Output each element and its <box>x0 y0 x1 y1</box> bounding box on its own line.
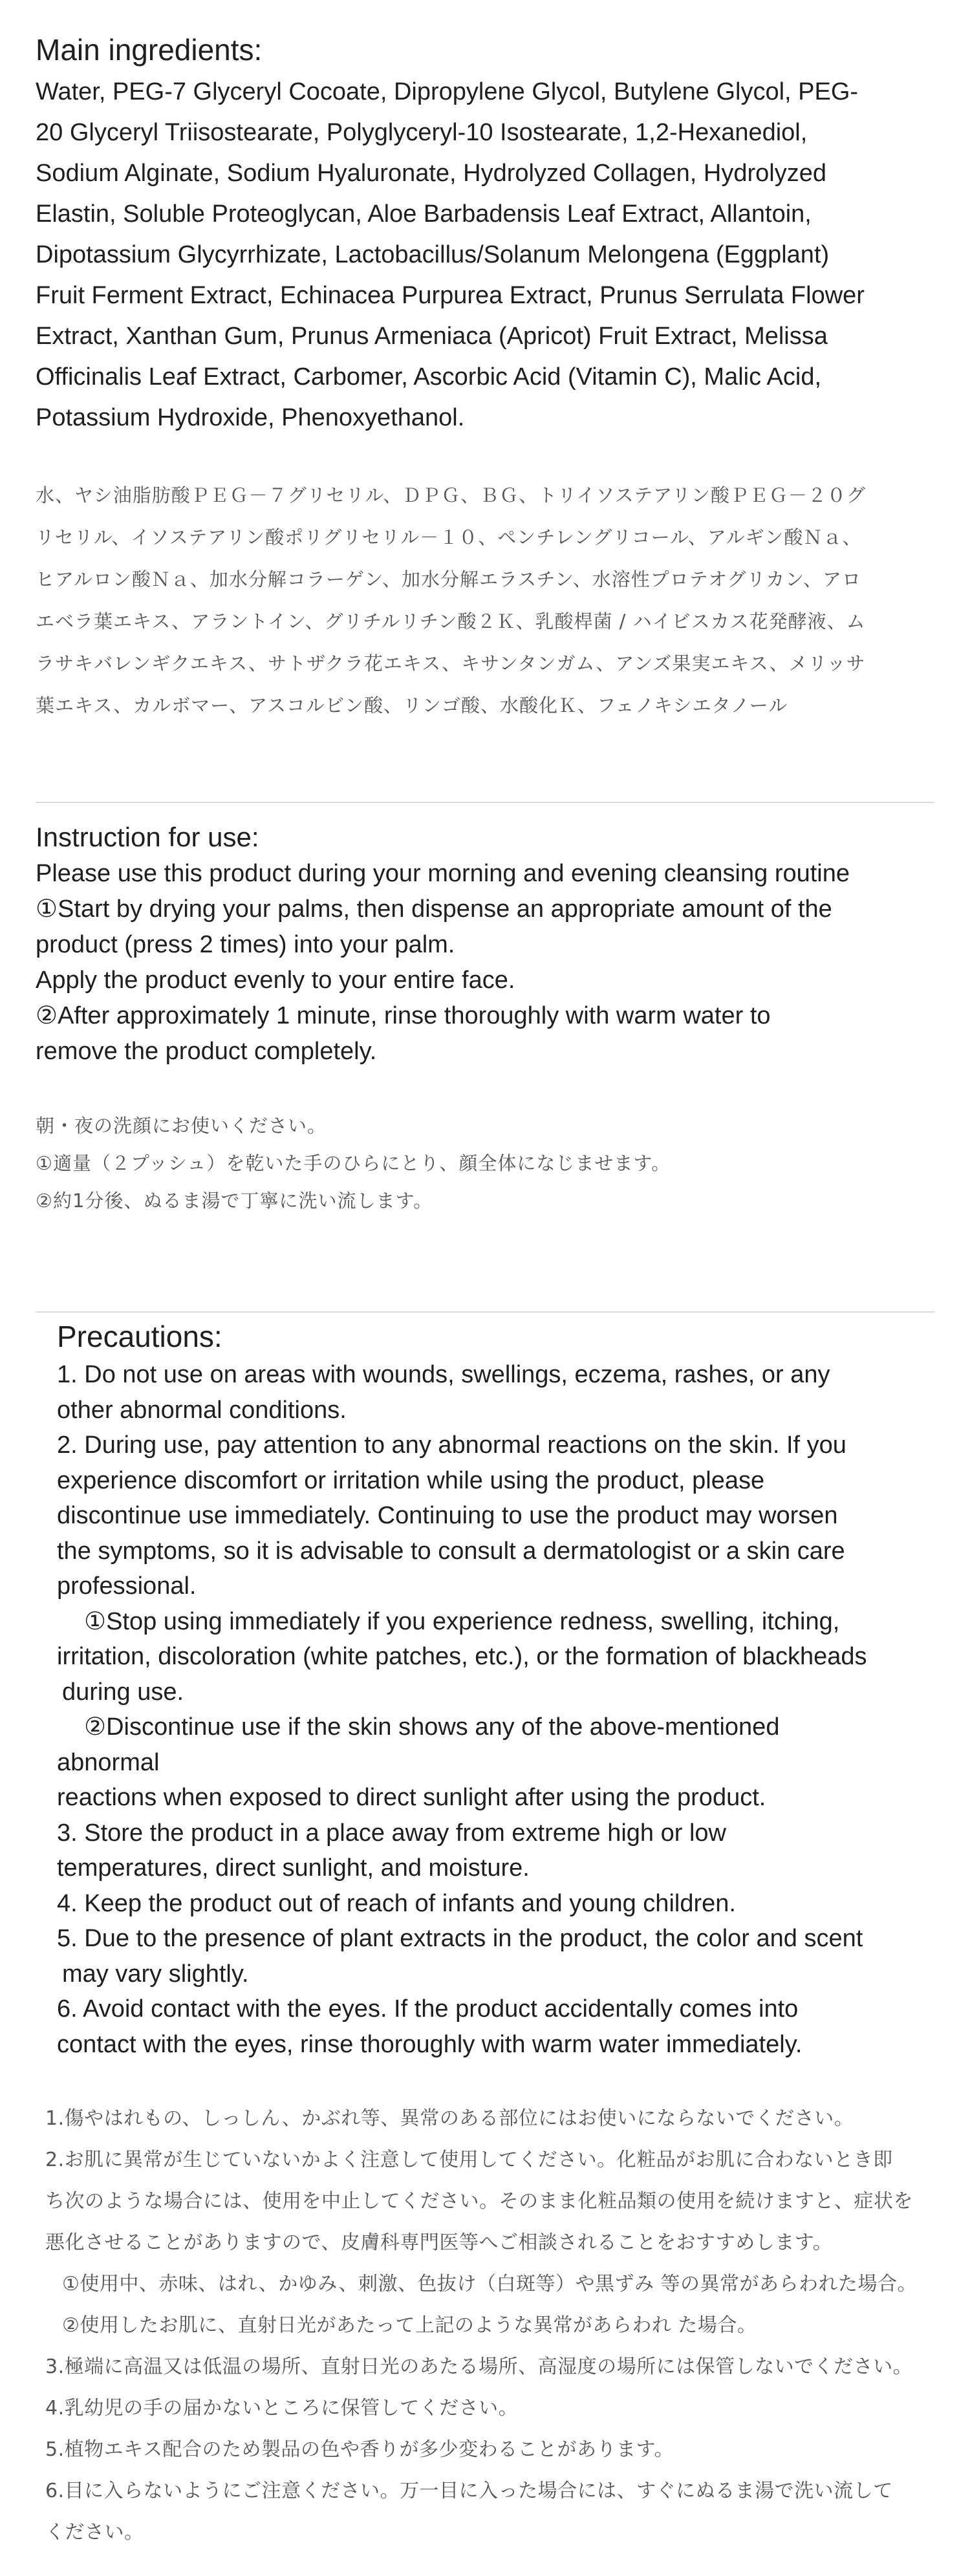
precautions-en-line: abnormal <box>57 1748 160 1776</box>
instructions-english <box>36 856 941 1069</box>
ingredients-en-line: Elastin, Soluble Proteoglycan, Aloe Barbadensis Leaf Extract, Allantoin, <box>36 200 812 228</box>
precautions-en-line: ②Discontinue use if the skin shows any of the above-mentioned <box>84 1713 780 1741</box>
instructions-en-line: Apply the product evenly to your entire face. <box>36 967 515 994</box>
precautions-en-line: experience discomfort or irritation while using the product, please <box>57 1466 765 1494</box>
precautions-en-line: discontinue use immediately. Continuing to use the product may worsen <box>57 1502 838 1530</box>
precautions-jp-line: ①使用中、赤味、はれ、かゆみ、刺激、色抜け（白斑等）や黒ずみ 等の異常があらわれた場合。 <box>62 2273 918 2295</box>
precautions-en-line: 1. Do not use on areas with wounds, swellings, eczema, rashes, or any <box>57 1361 830 1389</box>
instructions-section <box>36 821 941 1219</box>
precautions-jp-line: 2.お肌に異常が生じていないかよく注意して使用してください。化粧品がお肌に合わないとき即 <box>45 2149 893 2171</box>
ingredients-jp-line: エベラ葉エキス、アラントイン、グリチルリチン酸２Ｋ、乳酸桿菌 / ハイビスカス花発酵液、ム <box>36 610 866 633</box>
ingredients-en-line: 20 Glyceryl Triisostearate, Polyglyceryl-10 Isostearate, 1,2-Hexanediol, <box>36 119 808 147</box>
ingredients-section <box>36 32 941 727</box>
precautions-en-line: irritation, discoloration (white patches, etc.), or the formation of blackheads <box>57 1643 867 1671</box>
precautions-en-line: during use. <box>62 1678 184 1706</box>
ingredients-jp-line: リセリル、イソステアリン酸ポリグリセリル－１０、ペンチレングリコール、アルギン酸Ｎａ、 <box>36 526 862 549</box>
ingredients-jp-line: 葉エキス、カルボマー、アスコルビン酸、リンゴ酸、水酸化Ｋ、フェノキシエタノール <box>36 694 788 717</box>
precautions-jp-line: ち次のような場合には、使用を中止してください。そのまま化粧品類の使用を続けますと、症状を <box>45 2190 913 2213</box>
ingredients-jp-line: 水、ヤシ油脂肪酸ＰＥＧ－７グリセリル、ＤＰＧ、ＢＧ、トリイソステアリン酸ＰＥＧ－２０グ <box>36 484 866 507</box>
instructions-en-line: remove the product completely. <box>36 1038 377 1066</box>
precautions-section <box>57 1319 930 2062</box>
precautions-en-line: 6. Avoid contact with the eyes. If the product accidentally comes into <box>57 1995 799 2023</box>
precautions-heading: Precautions: <box>57 1320 222 1353</box>
instructions-jp-line: ①適量（２プッシュ）を乾いた手のひらにとり、顔全体になじませます。 <box>36 1152 671 1175</box>
precautions-en-line: ①Stop using immediately if you experience redness, swelling, itching, <box>84 1607 840 1635</box>
instructions-en-line: Please use this product during your morning and evening cleansing routine <box>36 860 850 888</box>
section-divider <box>36 802 934 803</box>
instructions-jp-line: ②約1分後、ぬるま湯で丁寧に洗い流します。 <box>36 1190 433 1212</box>
precautions-english <box>57 1357 930 2062</box>
precautions-en-line: 5. Due to the presence of plant extracts in the product, the color and scent <box>57 1925 863 1953</box>
ingredients-jp-line: ラサキバレンギクエキス、サトザクラ花エキス、キサンタンガム、アンズ果実エキス、メリッサ <box>36 652 866 675</box>
precautions-en-line: other abnormal conditions. <box>57 1396 347 1424</box>
precautions-en-line: may vary slightly. <box>62 1960 249 1988</box>
ingredients-en-line: Fruit Ferment Extract, Echinacea Purpurea Extract, Prunus Serrulata Flower <box>36 282 865 310</box>
precautions-jp-line: 1.傷やはれもの、しっしん、かぶれ等、異常のある部位にはお使いにならないでください。 <box>45 2107 854 2130</box>
precautions-jp-line: 4.乳幼児の手の届かないところに保管してください。 <box>45 2397 519 2420</box>
ingredients-en-line: Sodium Alginate, Sodium Hyaluronate, Hydrolyzed Collagen, Hydrolyzed <box>36 160 826 188</box>
precautions-jp-line: 6.目に入らないようにご注意ください。万一目に入った場合には、すぐにぬるま湯で洗い流して <box>45 2480 893 2502</box>
precautions-jp-line: ②使用したお肌に、直射日光があたって上記のような異常があらわれ た場合。 <box>62 2314 757 2337</box>
ingredients-en-line: Extract, Xanthan Gum, Prunus Armeniaca (Apricot) Fruit Extract, Melissa <box>36 323 828 350</box>
ingredients-jp-line: ヒアルロン酸Ｎａ、加水分解コラーゲン、加水分解エラスチン、水溶性プロテオグリカン、アロ <box>36 568 861 591</box>
ingredients-en-line: Officinalis Leaf Extract, Carbomer, Ascorbic Acid (Vitamin C), Malic Acid, <box>36 363 822 391</box>
instructions-en-line: product (press 2 times) into your palm. <box>36 931 455 959</box>
precautions-en-line: the symptoms, so it is advisable to consult a dermatologist or a skin care <box>57 1537 845 1565</box>
ingredients-en-line: Dipotassium Glycyrrhizate, Lactobacillus/Solanum Melongena (Eggplant) <box>36 241 830 269</box>
instructions-en-line: ①Start by drying your palms, then dispense an appropriate amount of the <box>36 896 832 923</box>
instructions-jp-line: 朝・夜の洗顔にお使いください。 <box>36 1115 327 1137</box>
ingredients-en-line: Water, PEG-7 Glyceryl Cocoate, Dipropylene Glycol, Butylene Glycol, PEG- <box>36 78 859 106</box>
precautions-jp-line: 悪化させることがありますので、皮膚科専門医等へご相談されることをおすすめします。 <box>45 2231 833 2254</box>
precautions-jp-line: 3.極端に高温又は低温の場所、直射日光のあたる場所、高湿度の場所には保管しないでください。 <box>45 2356 913 2378</box>
precautions-jp-line: ください。 <box>45 2521 144 2544</box>
instructions-en-line: ②After approximately 1 minute, rinse thoroughly with warm water to <box>36 1002 771 1030</box>
precautions-japanese <box>45 2098 938 2553</box>
section-divider <box>36 1311 934 1313</box>
precautions-en-line: temperatures, direct sunlight, and moisture. <box>57 1854 530 1882</box>
precautions-en-line: 2. During use, pay attention to any abnormal reactions on the skin. If you <box>57 1432 846 1459</box>
ingredients-japanese <box>36 475 934 727</box>
precautions-en-line: 4. Keep the product out of reach of infants and young children. <box>57 1889 736 1917</box>
ingredients-english <box>36 72 928 438</box>
ingredients-heading: Main ingredients: <box>36 33 263 67</box>
ingredients-en-line: Potassium Hydroxide, Phenoxyethanol. <box>36 404 465 432</box>
precautions-jp-line: 5.植物エキス配合のため製品の色や香りが多少変わることがあります。 <box>45 2438 674 2461</box>
precautions-en-line: contact with the eyes, rinse thoroughly with warm water immediately. <box>57 2030 803 2058</box>
precautions-en-line: professional. <box>57 1572 197 1600</box>
precautions-en-line: 3. Store the product in a place away from extreme high or low <box>57 1819 726 1847</box>
instructions-japanese <box>36 1107 941 1219</box>
precautions-en-line: reactions when exposed to direct sunlight after using the product. <box>57 1784 766 1812</box>
instructions-heading: Instruction for use: <box>36 822 259 852</box>
